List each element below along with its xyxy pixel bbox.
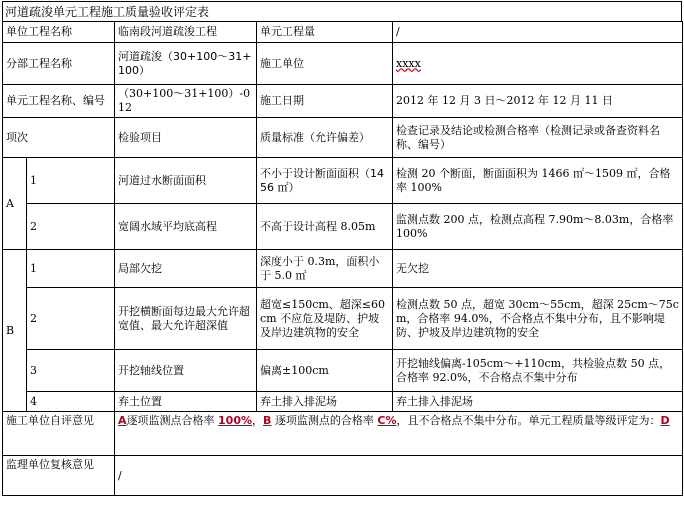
unit-project-value: 临南段河道疏浚工程 — [115, 22, 257, 43]
supervisor-value: / — [115, 456, 683, 496]
self-eval-sep: ， — [252, 414, 263, 427]
standard-value: 偏离±100cm — [257, 350, 393, 392]
self-eval-text3: ，且不合格点不集中分布。单元工程质量等级评定为： — [396, 414, 661, 427]
header-row-sub — [3, 43, 683, 85]
record-value: 监测点数 200 点，检测点高程 7.90m～8.03m，合格率 100% — [393, 204, 683, 250]
item-no: 3 — [27, 350, 115, 392]
record-value: 开挖轴线偏离-105cm～+110cm，共检验点数 50 点，合格率 92.0%，不合格点不集中分布 — [393, 350, 683, 392]
standard-value: 不小于设计断面面积（1456 ㎡） — [257, 158, 393, 204]
contractor-label: 施工单位 — [257, 43, 393, 85]
item-no: 2 — [27, 288, 115, 350]
col-item: 项次 — [3, 118, 115, 158]
a-mark: A — [118, 414, 127, 427]
check-item: 开挖横断面每边最大允许超宽值、最大允许超深值 — [115, 288, 257, 350]
self-eval-content — [115, 412, 683, 456]
record-value: 检测点数 50 点，超宽 30cm～55cm，超深 25cm～75cm，合格率 94.0%，不合格点不集中分布，且不影响堤防、护坡及岸边建筑物的安全 — [393, 288, 683, 350]
item-no: 4 — [27, 392, 115, 412]
table-row — [3, 350, 683, 392]
evaluation-form — [2, 1, 682, 496]
form-title: 河道疏浚单元工程施工质量验收评定表 — [2, 1, 682, 21]
table-row — [3, 250, 683, 288]
self-eval-row — [3, 412, 683, 456]
group-label-a: A — [3, 158, 27, 250]
evaluation-table — [2, 21, 683, 496]
record-value: 无欠挖 — [393, 250, 683, 288]
sub-project-value: 河道疏浚（30+100～31+100） — [115, 43, 257, 85]
self-eval-label: 施工单位自评意见 — [3, 412, 115, 456]
contractor-cell — [393, 43, 683, 85]
item-no: 2 — [27, 204, 115, 250]
check-item: 局部欠挖 — [115, 250, 257, 288]
grade: D — [660, 414, 670, 427]
check-item: 弃土位置 — [115, 392, 257, 412]
supervisor-label: 监理单位复核意见 — [3, 456, 115, 496]
element-label: 单元工程名称、编号 — [3, 85, 115, 118]
standard-value: 深度小于 0.3m，面积小于 5.0 ㎡ — [257, 250, 393, 288]
sub-project-label: 分部工程名称 — [3, 43, 115, 85]
check-item: 宽阔水域平均底高程 — [115, 204, 257, 250]
table-row — [3, 392, 683, 412]
record-value: 检测 20 个断面，断面面积为 1466 ㎡～1509 ㎡，合格率 100% — [393, 158, 683, 204]
header-row-element — [3, 85, 683, 118]
self-eval-text2: 逐项监测点的合格率 — [271, 414, 378, 427]
record-value: 弃土排入排泥场 — [393, 392, 683, 412]
standard-value: 超宽≤150cm、超深≤60cm 不应危及堤防、护坡及岸边建筑物的安全 — [257, 288, 393, 350]
standard-value: 不高于设计高程 8.05m — [257, 204, 393, 250]
table-row — [3, 204, 683, 250]
contractor-value: xxxx — [396, 56, 421, 70]
group-label-b: B — [3, 250, 27, 412]
item-no: 1 — [27, 158, 115, 204]
element-value: （30+100～31+100）-012 — [115, 85, 257, 118]
self-eval-text1: 逐项监测点合格率 — [126, 414, 219, 427]
col-check: 检验项目 — [115, 118, 257, 158]
b-rate: C% — [377, 414, 397, 427]
supervisor-row — [3, 456, 683, 496]
check-item: 开挖轴线位置 — [115, 350, 257, 392]
table-row — [3, 158, 683, 204]
standard-value: 弃土排入排泥场 — [257, 392, 393, 412]
col-record: 检查记录及结论或检测合格率（检测记录或备查资料名称、编号） — [393, 118, 683, 158]
col-standard: 质量标准（允许偏差） — [257, 118, 393, 158]
unit-quantity-value: / — [393, 22, 683, 43]
item-no: 1 — [27, 250, 115, 288]
check-item: 河道过水断面面积 — [115, 158, 257, 204]
b-mark: B — [263, 414, 272, 427]
a-rate: 100% — [218, 414, 252, 427]
header-row-unit — [3, 22, 683, 43]
table-row — [3, 288, 683, 350]
date-value: 2012 年 12 月 3 日～2012 年 12 月 11 日 — [393, 85, 683, 118]
unit-quantity-label: 单元工程量 — [257, 22, 393, 43]
date-label: 施工日期 — [257, 85, 393, 118]
column-header-row — [3, 118, 683, 158]
unit-project-label: 单位工程名称 — [3, 22, 115, 43]
